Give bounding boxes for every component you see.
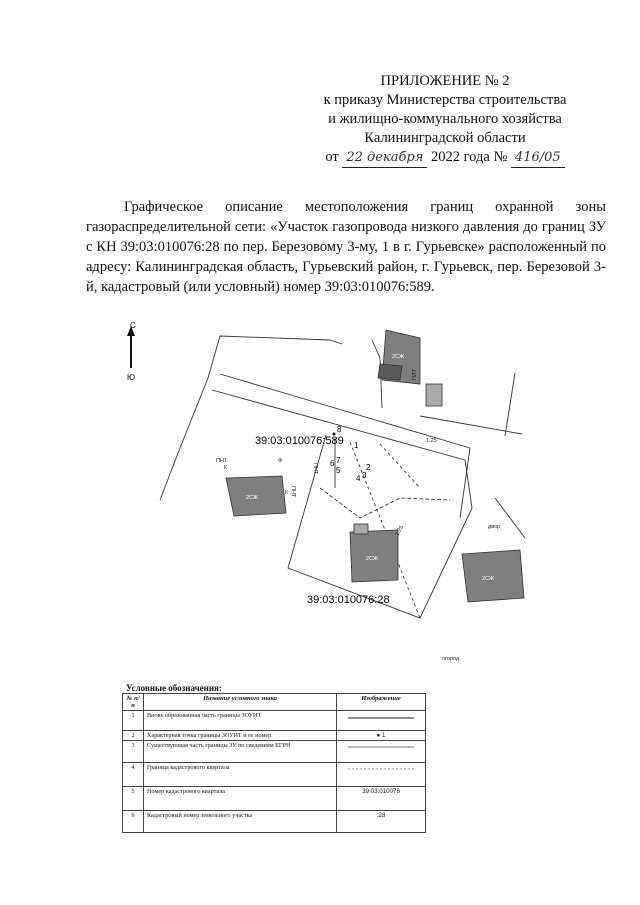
legend-image: ● 1 [337,731,426,741]
legend-name: Характерная точка границы ЗОУИТ и ее номер [144,731,337,741]
point-2: 2 [366,463,371,472]
legend-title: Условные обозначения: [126,683,222,693]
handwritten-date: 22 декабря [342,148,427,168]
point-6: 6 [330,459,335,468]
legend-image: 39:03:010076 [337,787,426,811]
region-line: Калининградской области [364,130,526,146]
legend-row [123,787,426,811]
point-8: 8 [337,425,342,434]
legend-row [123,811,426,833]
feature-label-3: ПНТ [312,463,318,475]
feature-label-5: К [224,465,228,471]
legend-name: Граница кадастрового квартала [144,763,337,787]
legend-name: Существующая часть границы ЗУ по сведениям ЕГРН [144,741,337,763]
compass-icon [127,321,136,382]
point-3: 3 [362,471,367,480]
building-label-center: 2СЖ [366,556,379,562]
site-plan-map [120,318,540,668]
date-line [300,148,590,168]
appendix-header [300,72,590,168]
legend-num: 1 [123,711,144,731]
legend-num: 2 [123,731,144,741]
order-line: к приказу Министерства строительства [323,92,567,108]
feature-label-6: К [285,490,289,496]
ministry-line: и жилищно-коммунального хозяйства [328,111,562,127]
handwritten-number: 416/05 [511,148,565,168]
point-1: 1 [354,441,359,450]
parcel-label-28: 39:03:010076:28 [307,594,390,606]
point-labels [330,425,371,483]
dim-label-2: 1.25 [394,524,406,537]
area-label-garden: огород [442,656,460,662]
legend-row [123,741,426,763]
legend-header-image: Изображение [337,694,426,711]
date-prefix: от [325,149,339,165]
appendix-title: ПРИЛОЖЕНИЕ № 2 [380,73,510,89]
legend-num: 4 [123,763,144,787]
parcel-label-589: 39:03:010076:589 [255,435,344,447]
legend-name: Номер кадастрового квартала [144,787,337,811]
compass-north: С [130,321,136,330]
feature-label-1: ПНТ [216,458,228,464]
legend-header-num: № п/п [123,694,144,711]
legend-image [337,711,426,731]
dim-label-1: 1.25 [426,438,437,444]
legend-name: Вновь образованная часть границы ЗОУИТ [144,711,337,731]
building-label-north: 2СЖ [392,354,405,360]
compass-south: Ю [127,373,136,382]
legend-row [123,711,426,731]
map-annotations [216,368,500,662]
feature-label-4: ПЛТ [412,369,418,380]
legend-num: 6 [123,811,144,833]
legend-image: :28 [337,811,426,833]
building-label-east: 2СЖ [482,576,495,582]
legend-name: Кадастровый номер земельного участка [144,811,337,833]
feature-label-7: Ф [278,458,283,464]
point-7: 7 [336,456,341,465]
point-5: 5 [336,466,341,475]
legend-row [123,731,426,741]
legend-image [337,763,426,787]
description-text: Графическое описание местоположения границ охранной зоны газораспределительной сети: «Участок газопровода низкого давления до границ ЗУ с КН 39:03:010076:28 по пер. Березовому 3-му, 1 в г. Гурьевске» расположенный по адресу: Калининградская область, Гурьевский район, г. Гурьевск, пер. Березовой 3-й, кадастровый (или условный) номер 39:03:010076:589. [86,199,606,295]
date-suffix: 2022 года № [430,149,508,165]
feature-label-2: ПНТ [290,486,296,498]
legend-num: 5 [123,787,144,811]
legend-table [122,693,426,833]
legend-image [337,741,426,763]
area-label-yard: двор [488,524,501,530]
legend-num: 3 [123,741,144,763]
description [86,197,606,297]
legend-row [123,763,426,787]
legend-header-row [123,694,426,711]
legend-header-name: Название условного знака [144,694,337,711]
point-4: 4 [356,474,361,483]
building-label-west: 2СЖ [246,495,259,501]
